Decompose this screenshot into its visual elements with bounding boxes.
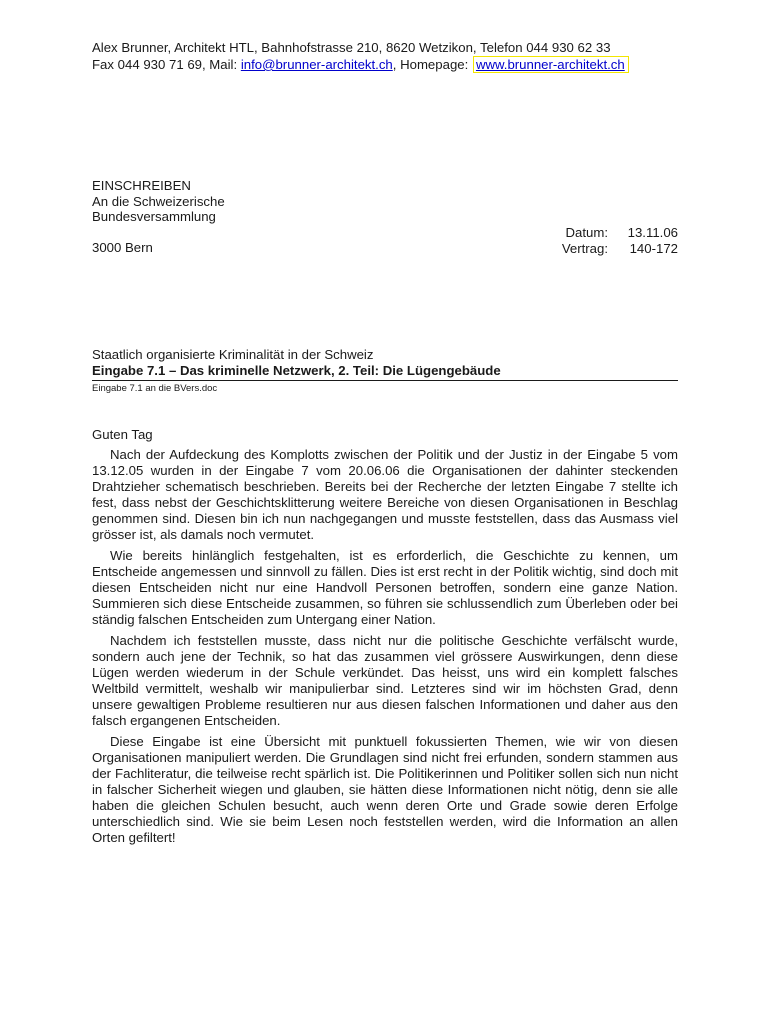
letterhead [92, 40, 682, 73]
paragraph-4: Diese Eingabe ist eine Übersicht mit punktuell fokussierten Themen, wie wir von diesen Organisationen manipuliert werden. Die Grundlagen sind nicht frei erfunden, sondern stammen aus der Fachliteratur, die teilweise recht spärlich ist. Die Politikerinnen und Politiker sollen sich nun nicht in falscher Sicherheit wiegen und glauben, sie hätten diese Informationen nicht nötig, denn sie alle haben die gleichen Schulen besucht, auch wenn deren Orte und Grade sowie deren Erfolge unterschiedlich sind. Wie sie beim Lesen noch feststellen werden, wird die Information an allen Orten gefiltert! [92, 734, 678, 845]
letterhead-line-1: Alex Brunner, Architekt HTL, Bahnhofstrasse 210, 8620 Wetzikon, Telefon 044 930 62 33 [92, 40, 611, 55]
date-label: Datum: [565, 225, 608, 240]
recipient-line-2: An die Schweizerische [92, 193, 225, 209]
homepage-highlight [473, 56, 629, 73]
letterhead-line-2 [92, 56, 682, 73]
contract-value: 140-172 [629, 240, 678, 256]
recipient-address [92, 178, 225, 256]
document-filename: Eingabe 7.1 an die BVers.doc [92, 383, 218, 394]
letter-body [92, 427, 678, 851]
paragraph-1: Nach der Aufdeckung des Komplotts zwischen der Politik und der Justiz in der Eingabe 5 vom 13.12.05 wurden in der Eingabe 7 vom 20.06.06 die Organisationen der dahinter steckenden Drahtzieher schematisch beschrieben. Bereits bei der Recherche der letzten Eingabe 7 stellte ich fest, dass nebst der Geschichtsklitterung weitere Bereiche von diesen Organisationen in Beschlag genommen sind. Diesen bin ich nun nachgegangen und musste feststellen, dass das Ausmass viel grösser ist, als damals noch vermutet. [92, 447, 678, 542]
subject-title: Eingabe 7.1 – Das kriminelle Netzwerk, 2. Teil: Die Lügengebäude [92, 363, 678, 381]
registered-mail-label: EINSCHREIBEN [92, 178, 191, 193]
subject-block [92, 347, 678, 395]
letter-meta [548, 225, 678, 256]
homepage-label: , Homepage: [392, 57, 472, 72]
date-value: 13.11.06 [627, 225, 678, 240]
fax-mail-label: Fax 044 930 71 69, Mail: [92, 57, 241, 72]
date-row [548, 225, 678, 241]
recipient-city: 3000 Bern [92, 240, 153, 255]
contract-row [548, 241, 678, 257]
homepage-link[interactable]: www.brunner-architekt.ch [475, 57, 625, 72]
contract-label: Vertrag: [561, 240, 608, 256]
paragraph-2: Wie bereits hinlänglich festgehalten, ist es erforderlich, die Geschichte zu kennen, um Entscheide angemessen und sinnvoll zu fällen. Dies ist erst recht in der Politik wichtig, sind doch mit diesen Entscheiden nicht nur eine Handvoll Personen betroffen, sondern eine ganze Nation. Summieren sich diese Entscheide zusammen, so führen sie schlussendlich zum Überleben oder bei ständig falschen Entscheiden zum Untergang einer Nation. [92, 548, 678, 627]
greeting: Guten Tag [92, 427, 153, 442]
email-link[interactable]: info@brunner-architekt.ch [240, 57, 393, 72]
recipient-line-3: Bundesversammlung [92, 209, 216, 224]
paragraph-3: Nachdem ich feststellen musste, dass nicht nur die politische Geschichte verfälscht wurde, sondern auch jene der Technik, so hat das zusammen viel grössere Auswirkungen, denn diese Lügen werden wiederum in der Schule verkündet. Das heisst, uns wird ein komplett falsches Weltbild vermittelt, weshalb wir manipulierbar sind. Letzteres sind wir im höchsten Grad, denn unsere gewaltigen Probleme resultieren nur aus diesen falschen Informationen und daher aus den falsch ergangenen Entscheiden. [92, 633, 678, 728]
subject-line: Staatlich organisierte Kriminalität in der Schweiz [92, 347, 374, 362]
